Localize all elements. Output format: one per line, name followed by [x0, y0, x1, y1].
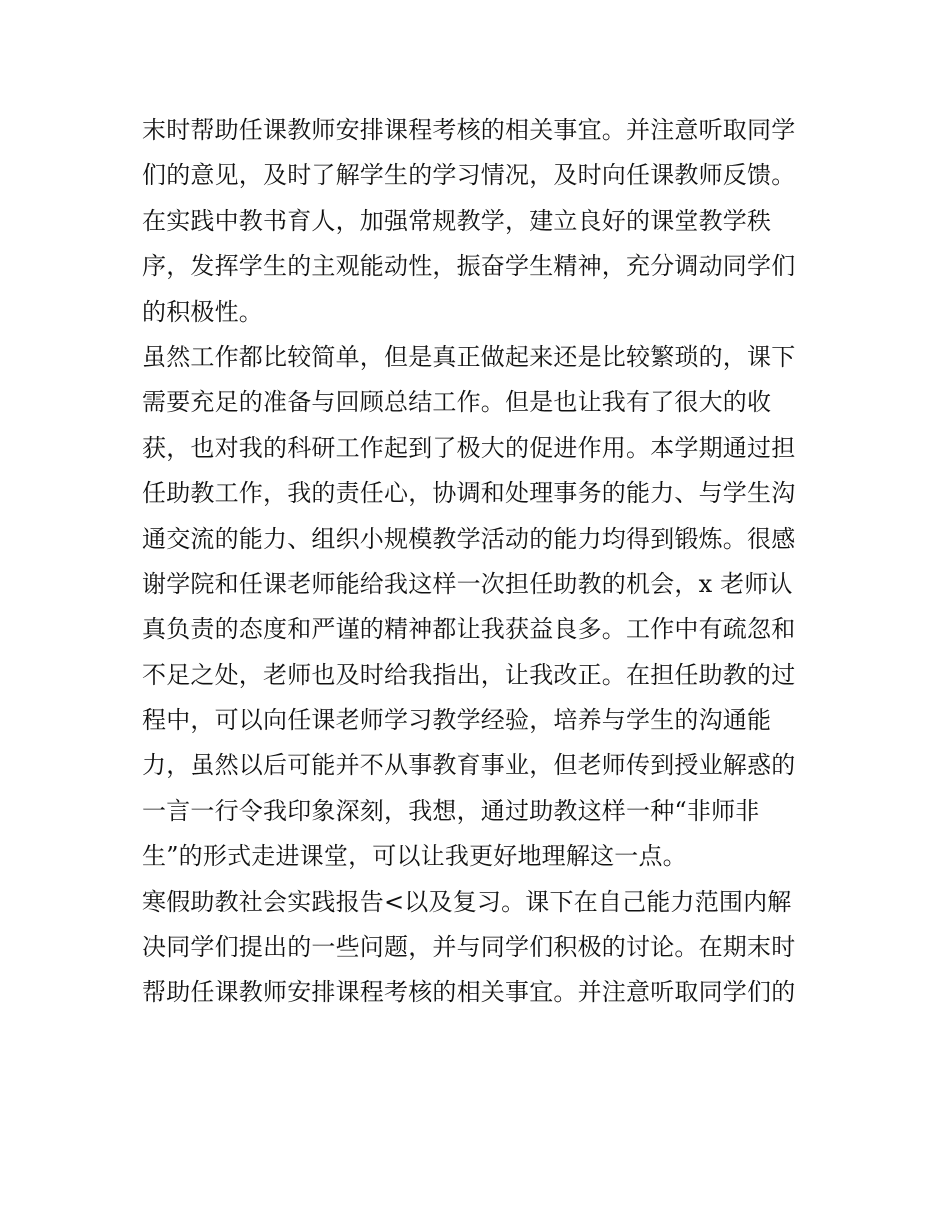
text-line: 程中，可以向任课老师学习教学经验，培养与学生的沟通能 — [142, 706, 772, 735]
text-line: 生”的形式走进课堂，可以让我更好地理解这一点。 — [142, 842, 687, 871]
text-line: 的积极性。 — [142, 297, 263, 326]
text-line: 寒假助教社会实践报告<以及复习。课下在自己能力范围内解 — [142, 887, 792, 916]
text-line: 决同学们提出的一些问题，并与同学们积极的讨论。在期末时 — [142, 933, 796, 962]
text-line: 谢学院和任课老师能给我这样一次担任助教的机会，x 老师认 — [142, 569, 793, 598]
text-line: 任助教工作，我的责任心，协调和处理事务的能力、与学生沟 — [142, 479, 796, 508]
text-line: 真负责的态度和严谨的精神都让我获益良多。工作中有疏忽和 — [142, 615, 796, 644]
text-line: 通交流的能力、组织小规模教学活动的能力均得到锻炼。很感 — [142, 524, 796, 553]
document-body — [142, 108, 822, 1016]
text-line: 力，虽然以后可能并不从事教育事业，但老师传到授业解惑的 — [142, 751, 796, 780]
text-line: 虽然工作都比较简单，但是真正做起来还是比较繁琐的，课下 — [142, 342, 796, 371]
text-line: 一言一行令我印象深刻，我想，通过助教这样一种“非师非 — [142, 796, 760, 825]
text-line: 获，也对我的科研工作起到了极大的促进作用。本学期通过担 — [142, 433, 796, 462]
text-line: 在实践中教书育人，加强常规教学，建立良好的课堂教学秩 — [142, 206, 772, 235]
text-line: 需要充足的准备与回顾总结工作。但是也让我有了很大的收 — [142, 388, 772, 417]
text-line: 们的意见，及时了解学生的学习情况，及时向任课教师反馈。 — [142, 161, 796, 190]
text-line: 末时帮助任课教师安排课程考核的相关事宜。并注意听取同学 — [142, 116, 796, 144]
text-line: 帮助任课教师安排课程考核的相关事宜。并注意听取同学们的 — [142, 978, 796, 1007]
text-line: 序，发挥学生的主观能动性，振奋学生精神，充分调动同学们 — [142, 252, 796, 281]
text-line: 不足之处，老师也及时给我指出，让我改正。在担任助教的过 — [142, 660, 796, 689]
